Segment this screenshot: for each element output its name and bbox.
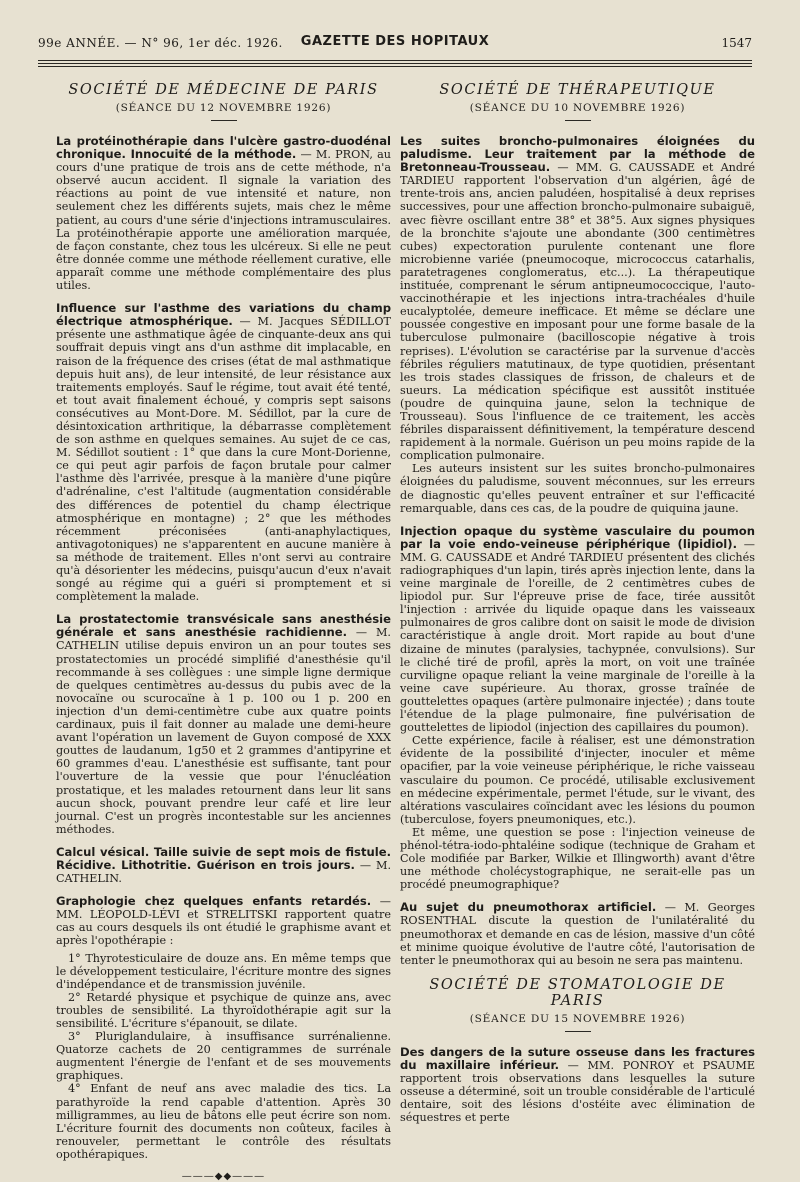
- list-item: 4° Enfant de neuf ans avec maladie des tics. La parathyroïde la rend capable d'attention. Après 30 milligrammes, au lieu de bâtons elle peut écrire son nom. L'écriture fournit des documents non coûteux, faciles à renouveler, permettant le contrôle des résultats opothérapiques.: [56, 1082, 391, 1161]
- left-column: [56, 78, 391, 1182]
- divider: [211, 120, 237, 121]
- page-header: [38, 34, 752, 54]
- article-body: — MM. G. CAUSSADE et André TARDIEU présentent des clichés radiographiques d'un lapin, tirés après injection lente, dans la veine marginale de l'oreille, de 2 centimètres cubes de lipiodol pur. Sur l'épreuve prise de face, tirée aussitôt l'injection : arrivée du liquide opaque dans les vaisseaux pulmonaires de gros calibre dont on saisit le mode de division caractéristique à angle droit. Mort rapide au bout d'une dizaine de minutes (paralysies, tachypnée, convulsions). Sur le cliché tiré de profil, après la mort, on voit une traînée curviligne opaque reliant la veine marginale de l'oreille à la veine cave supérieure. Au thorax, grosse traînée de gouttelettes opaques (artère pulmonaire injectée) ; dans toute l'étendue de la plage pulmonaire, fine pulvérisation de gouttelettes de lipiodol (injection des capillaires du poumon).: [400, 537, 755, 735]
- section-title: SOCIÉTÉ DE THÉRAPEUTIQUE: [439, 82, 716, 98]
- list-item: 1° Thyrotesticulaire de douze ans. En même temps que le développement testiculaire, l'écriture montre des signes d'indépendance et de transmission juvénile.: [56, 951, 391, 991]
- right-column: [400, 78, 755, 1134]
- article-body: — MM. LÉOPOLD-LÉVI et STRELITSKI rapportent quatre cas au cours desquels ils ont étudié le graphisme avant et après l'opothérapie :: [56, 895, 391, 948]
- article-body: — M. Jacques SÉDILLOT présente une asthmatique âgée de cinquante-deux ans qui souffrait depuis vingt ans d'un asthme dit implacable, en raison de la fréquence des crises (état de mal asthmatique depuis huit ans), de leur intensité, de leur résistance aux traitements employés. Sauf le régime, tout avait été tenté, et tout avait finalement échoué, y compris sept saisons consécutives au Mont-Dore. M. Sédillot, par la cure de désintoxication arthritique, la débarrasse complètement de son asthme en quelques semaines. Au sujet de ce cas, M. Sédillot soutient : 1° que dans la cure Mont-Dorienne, ce qui peut agir parfois de façon brutale pour calmer l'asthme dès l'arrivée, presque à la manière d'une piqûre d'adrénaline, c'est l'altitude (augmentation considérable des différences de potentiel du champ électrique atmosphérique en montagne) ; 2° que les méthodes récemment préconisées (anti-anaphylactiques, antivagotoniques) ne s'apparentent en aucune manière à sa méthode de traitement. Elles n'ont servi au contraire qu'à désorienter les médecins, puisqu'aucun d'eux n'avait songé au régime qui a guéri si promptement et si complètement la malade.: [56, 315, 391, 604]
- article-body: — MM. G. CAUSSADE et André TARDIEU rapportent l'observation d'un algérien, âgé de trente-trois ans, ancien paludéen, hospitalisé à deux reprises successives, pour une affection broncho-pulmonaire subaiguë, avec fièvre oscillant entre 38° et 38°5. Aux signes physiques de la bronchite s'ajoute une abondante (300 centimètres cubes) expectoration purulente contenant une flore microbienne variée (pneumocoque, micrococcus catarhalis, paratetragenes conglomeratus, etc...). La thérapeutique instituée, comprenant le sérum antipneumococcique, l'auto-vaccinothérapie et les injections intra-trachéales d'huile eucalyptolée, demeure inefficace. Et même se déclare une poussée congestive en imposant pour une forme basale de la tuberculose pulmonaire (bacilloscopie négative à trois reprises). L'évolution se caractérise par la survenue d'accès fébriles réguliers matutinaux, de type quotidien, présentant les trois stades classiques de frisson, de chaleurs et de sueurs. La médication spécifique est aussitôt instituée (poudre de quinquina jaune, selon la technique de Trousseau). Sous l'influence de ce traitement, les accès fébriles disparaissent définitivement, la température descend rapidement à la normale. Guérison un peu moins rapide de la complication pulmonaire.: [400, 161, 755, 463]
- list-item: 3° Pluriglandulaire, à insuffisance surrénalienne. Quatorze cachets de 20 centigrammes de surrénale augmentent l'énergie de l'enfant et de ses mouvements graphiques.: [56, 1030, 391, 1083]
- ornament-divider: ———◆◆———: [181, 1171, 266, 1182]
- article-heading: Graphologie chez quelques enfants retardés.: [56, 894, 372, 909]
- article-heading: Influence sur l'asthme des variations du champ électrique atmosphérique.: [56, 301, 391, 329]
- article-body: — M. Georges ROSENTHAL discute la question de l'unilatéralité du pneumothorax et demande en cas de lésion, massive d'un côté et minime quoique évolutive de l'autre côté, l'autorisation de tenter le pneumothorax qui au besoin ne sera pas maintenu.: [400, 901, 755, 967]
- article: [400, 1046, 755, 1125]
- article-heading: La protéinothérapie dans l'ulcère gastro-duodénal chronique. Innocuité de la méthode.: [56, 134, 391, 162]
- header-rule: [38, 66, 752, 67]
- section-title: SOCIÉTÉ DE MÉDECINE DE PARIS: [68, 82, 379, 98]
- article-paragraph: Cette expérience, facile à réaliser, est une démonstration évidente de la possibilité d'injecter, inoculer et même opacifier, par la voie veineuse périphérique, le riche vaisseau vasculaire du poumon. Ce procédé, utilisable exclusivement en médecine expérimentale, permet l'étude, sur le vivant, des altérations vasculaires coïncidant avec les lésions du poumon (tuberculose, foyers pneumoniques, etc.).: [400, 734, 755, 826]
- article-heading: La prostatectomie transvésicale sans anesthésie générale et sans anesthésie rachidienne.: [56, 612, 391, 640]
- header-rule: [38, 60, 752, 61]
- article-paragraph: Et même, une question se pose : l'injection veineuse de phénol-tétra-iodo-phtaléine sodique (technique de Graham et Cole modifiée par Barker, Wilkie et Illingworth) avant d'être une méthode cholécystographique, ne serait-elle pas un procédé pneumographique?: [400, 825, 755, 892]
- article-heading: Calcul vésical. Taille suivie de sept mois de fistule. Récidive. Lithotritie. Guérison en trois jours.: [56, 844, 391, 872]
- article-body: — M. CATHELIN.: [56, 858, 392, 886]
- section-title: SOCIÉTÉ DE STOMATOLOGIE DE PARIS: [429, 976, 726, 1009]
- section: [400, 977, 755, 1125]
- article: [56, 613, 391, 836]
- article: [56, 302, 391, 603]
- issue-info: 99e ANNÉE. — N° 96, 1er déc. 1926.: [38, 36, 283, 50]
- article: [400, 525, 755, 735]
- article: [56, 895, 391, 947]
- article: [56, 846, 391, 885]
- header-rule: [38, 63, 752, 64]
- journal-title: GAZETTE DES HOPITAUX: [300, 34, 490, 49]
- article-paragraph: Les auteurs insistent sur les suites broncho-pulmonaires éloignées du paludisme, souvent méconnues, sur les erreurs de diagnostic qu'elles peuvent entraîner et sur l'efficacité remarquable, dans ces cas, de la poudre de quiquina jaune.: [400, 462, 755, 515]
- article-body: — MM. PONROY et PSAUME rapportent trois observations dans lesquelles la suture osseuse a déterminé, soit un trouble considérable de l'articulé dentaire, soit des lésions d'ostéite avec élimination de séquestres et perte: [400, 1058, 755, 1125]
- page-number: 1547: [721, 36, 752, 50]
- section-session: (SÉANCE DU 10 NOVEMBRE 1926): [469, 102, 686, 114]
- section-session: (SÉANCE DU 12 NOVEMBRE 1926): [115, 102, 332, 114]
- article: [56, 135, 391, 292]
- divider: [565, 1031, 591, 1032]
- article-heading: Injection opaque du système vasculaire du poumon par la voie endo-veineuse périphérique (lipidiol).: [400, 523, 755, 551]
- article-heading: Des dangers de la suture osseuse dans les fractures du maxillaire inférieur.: [400, 1044, 755, 1072]
- article-body: — M. PRON, au cours d'une pratique de trois ans de cette méthode, n'a observé aucun accident. Il signale la variation des réactions au point de vue intensité et nature, non seulement chez les différents sujets, mais chez le même patient, au cours d'une série d'injections intramusculaires. La protéinothérapie apporte une amélioration marquée, de façon constante, chez tous les ulcéreux. Si elle ne peut être donnée comme une méthode réellement curative, elle apparaît comme une méthode complémentaire des plus utiles.: [56, 148, 391, 293]
- article-body: — M. CATHELIN utilise depuis environ un an pour toutes ses prostatectomies un procédé simplifié d'anesthésie qu'il recommande à ses collègues : une simple ligne dermique de quelques centimètres au-dessus du pubis avec de la novocaïne ou scurocaïne à 1 p. 100 ou 1 p. 200 en injection d'un demi-centimètre cube aux quatre points cardinaux, puis il fait donner au malade une demi-heure avant l'opération un lavement de Guyon composé de XXX gouttes de laudanum, 1g50 et 2 grammes d'antipyrine et 60 grammes d'eau. L'anesthésie est suffisante, tant pour l'ouverture de la vessie que pour l'énucléation prostatique, et les malades retournent dans leur lit sans aucun shock, pouvant prendre leur café et lire leur journal. C'est un progrès incontestable sur les anciennes méthodes.: [56, 626, 391, 836]
- article: [400, 901, 755, 966]
- divider: [565, 120, 591, 121]
- article-heading: Au sujet du pneumothorax artificiel.: [400, 900, 657, 915]
- article-heading: Les suites broncho-pulmonaires éloignées du paludisme. Leur traitement par la méthode de Bretonneau-Trousseau.: [400, 134, 755, 175]
- article: [400, 135, 755, 462]
- list-item: 2° Retardé physique et psychique de quinze ans, avec troubles de sensibilité. La thyroïdothérapie agit sur la sensibilité. L'écriture s'épanouit, se dilate.: [56, 990, 391, 1030]
- section-session: (SÉANCE DU 15 NOVEMBRE 1926): [469, 1012, 686, 1025]
